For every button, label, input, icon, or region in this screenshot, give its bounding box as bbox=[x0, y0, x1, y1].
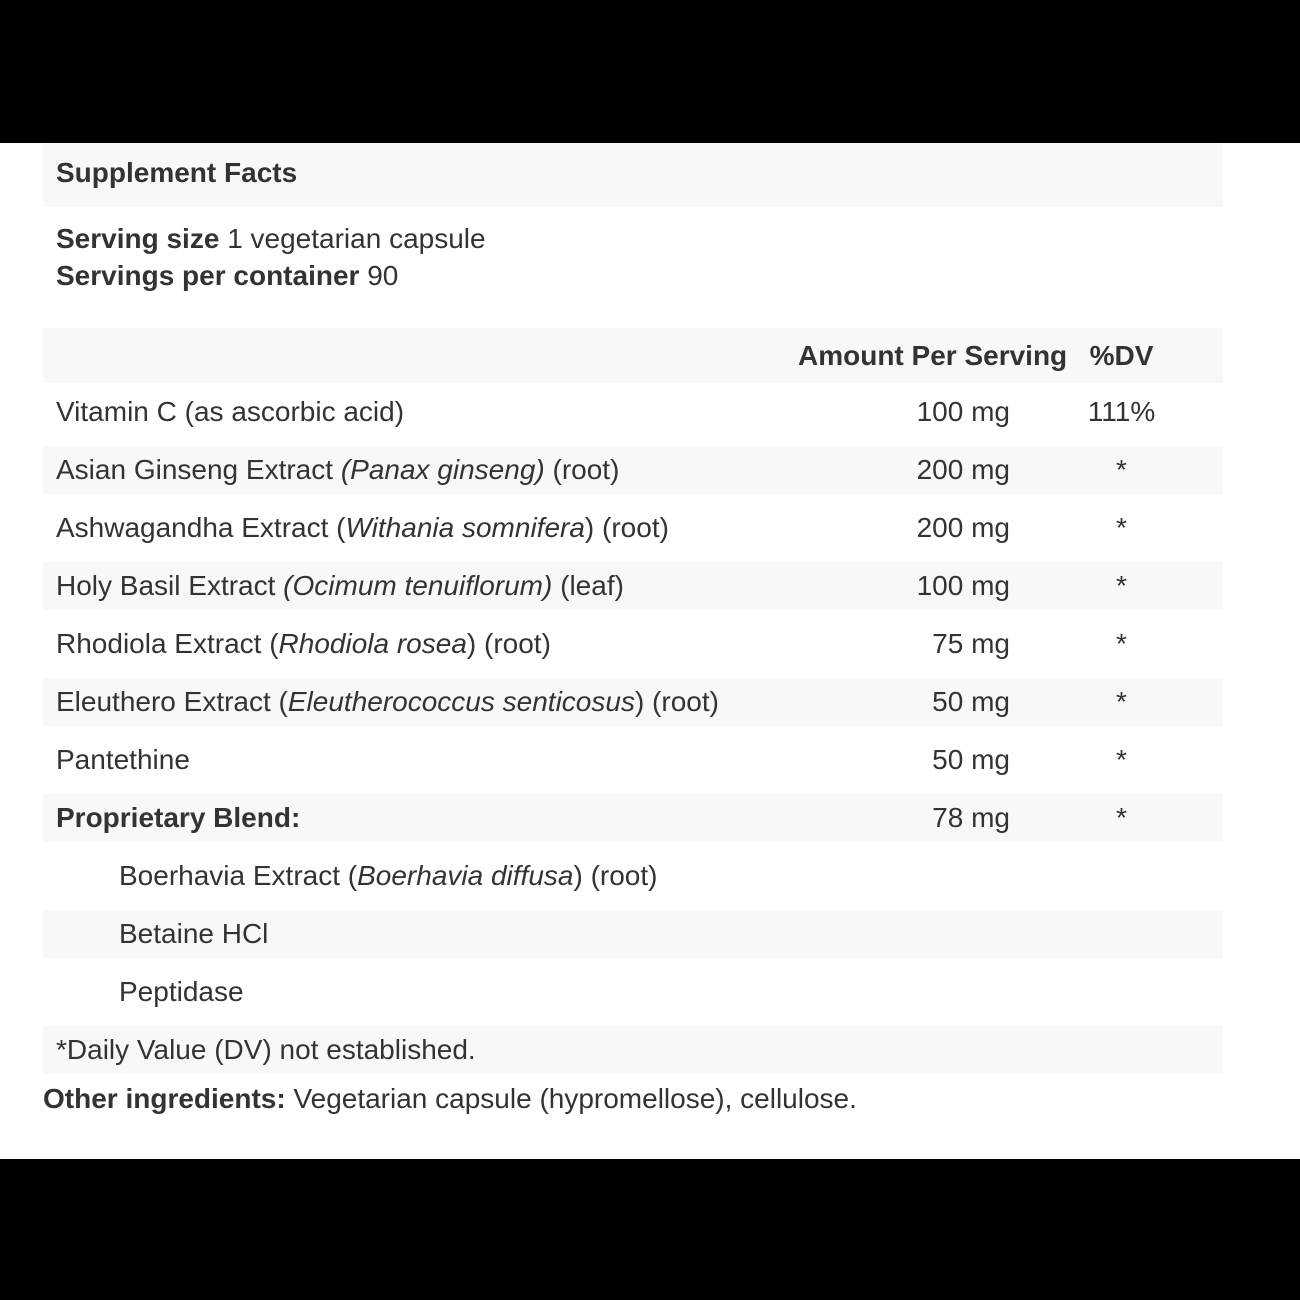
ingredient-name bbox=[43, 394, 798, 430]
table-header-row bbox=[43, 328, 1223, 383]
dv-value: * bbox=[1116, 628, 1127, 660]
ingredient-name-text: Asian Ginseng Extract bbox=[56, 454, 341, 486]
ingredient-name-latin: Boerhavia diffusa bbox=[357, 860, 574, 892]
amount-value: 100 mg bbox=[916, 570, 1010, 602]
ingredient-name-text: (leaf) bbox=[552, 570, 624, 602]
ingredient-name bbox=[43, 742, 798, 778]
ingredient-name-text: Eleuthero Extract ( bbox=[56, 686, 288, 718]
table-row bbox=[43, 499, 1223, 557]
ingredient-name bbox=[43, 800, 798, 836]
column-amount-per-serving: Amount Per Serving bbox=[798, 339, 1068, 371]
servings-per-container-value: 90 bbox=[367, 260, 399, 291]
ingredient-name-latin: Eleutherococcus senticosus bbox=[287, 686, 635, 718]
label-content bbox=[43, 143, 1223, 1117]
table-row bbox=[43, 615, 1223, 673]
table-row bbox=[43, 673, 1223, 731]
dv-value: * bbox=[1116, 802, 1127, 834]
ingredient-name-latin: Withania somnifera bbox=[345, 512, 585, 544]
serving-size-value: 1 vegetarian capsule bbox=[227, 223, 486, 254]
ingredient-name-text: Rhodiola Extract ( bbox=[56, 628, 279, 660]
ingredient-name bbox=[43, 452, 798, 488]
other-ingredients-line bbox=[43, 1081, 1223, 1117]
serving-size-line bbox=[56, 220, 1223, 257]
table-row bbox=[43, 963, 1223, 1021]
column-dv: %DV bbox=[1089, 339, 1154, 371]
ingredient-name-text: (root) bbox=[544, 454, 620, 486]
supplement-facts-band bbox=[43, 143, 1223, 207]
ingredient-name-text: ) (root) bbox=[466, 628, 551, 660]
ingredient-name bbox=[43, 626, 798, 662]
dv-value: 111% bbox=[1087, 396, 1156, 428]
facts-table bbox=[43, 328, 1223, 1079]
ingredient-name-latin: Rhodiola rosea bbox=[278, 628, 467, 660]
amount-value: 200 mg bbox=[916, 512, 1010, 544]
amount-value: 100 mg bbox=[916, 396, 1010, 428]
ingredient-name bbox=[43, 684, 798, 720]
table-body bbox=[43, 383, 1223, 1079]
dv-value: * bbox=[1116, 686, 1127, 718]
ingredient-name-text: ) (root) bbox=[584, 512, 669, 544]
ingredient-name bbox=[43, 916, 798, 952]
table-row bbox=[43, 905, 1223, 963]
amount-value: 50 mg bbox=[932, 744, 1010, 776]
ingredient-name-text: ) (root) bbox=[573, 860, 658, 892]
ingredient-name bbox=[43, 510, 798, 546]
table-row bbox=[43, 441, 1223, 499]
ingredient-name-text: Ashwagandha Extract ( bbox=[56, 512, 346, 544]
letterbox-top bbox=[0, 0, 1300, 143]
ingredient-name-latin: (Ocimum tenuiflorum) bbox=[283, 570, 553, 602]
table-row bbox=[43, 789, 1223, 847]
amount-value: 50 mg bbox=[932, 686, 1010, 718]
ingredient-name-text: Pantethine bbox=[56, 744, 190, 776]
ingredient-name-text: Peptidase bbox=[119, 976, 244, 1008]
ingredient-name-text: Betaine HCl bbox=[119, 918, 269, 950]
amount-value: 78 mg bbox=[932, 802, 1010, 834]
dv-value: * bbox=[1116, 744, 1127, 776]
ingredient-name bbox=[43, 1032, 798, 1068]
serving-size-label: Serving size bbox=[56, 223, 220, 254]
ingredient-name bbox=[43, 568, 798, 604]
ingredient-name-text: Boerhavia Extract ( bbox=[119, 860, 358, 892]
other-ingredients-label: Other ingredients: bbox=[43, 1083, 286, 1114]
amount-value: 200 mg bbox=[916, 454, 1010, 486]
table-row bbox=[43, 557, 1223, 615]
other-ingredients-text: Vegetarian capsule (hypromellose), cellulose. bbox=[293, 1083, 857, 1114]
table-row bbox=[43, 1021, 1223, 1079]
ingredient-name-text: ) (root) bbox=[634, 686, 719, 718]
serving-info bbox=[43, 220, 1223, 294]
dv-value: * bbox=[1116, 454, 1127, 486]
dv-value: * bbox=[1116, 512, 1127, 544]
amount-value: 75 mg bbox=[932, 628, 1010, 660]
supplement-facts-title: Supplement Facts bbox=[56, 157, 298, 188]
letterbox-bottom bbox=[0, 1159, 1300, 1300]
ingredient-name bbox=[43, 974, 798, 1010]
servings-per-container-line bbox=[56, 257, 1223, 294]
table-row bbox=[43, 383, 1223, 441]
ingredient-name-text: Proprietary Blend: bbox=[56, 802, 301, 834]
dv-value: * bbox=[1116, 570, 1127, 602]
servings-per-container-label: Servings per container bbox=[56, 260, 360, 291]
ingredient-name bbox=[43, 858, 798, 894]
table-row bbox=[43, 731, 1223, 789]
ingredient-name-latin: (Panax ginseng) bbox=[340, 454, 545, 486]
ingredient-name-text: *Daily Value (DV) not established. bbox=[56, 1034, 476, 1066]
ingredient-name-text: Holy Basil Extract bbox=[56, 570, 284, 602]
ingredient-name-text: Vitamin C (as ascorbic acid) bbox=[56, 396, 405, 428]
table-row bbox=[43, 847, 1223, 905]
